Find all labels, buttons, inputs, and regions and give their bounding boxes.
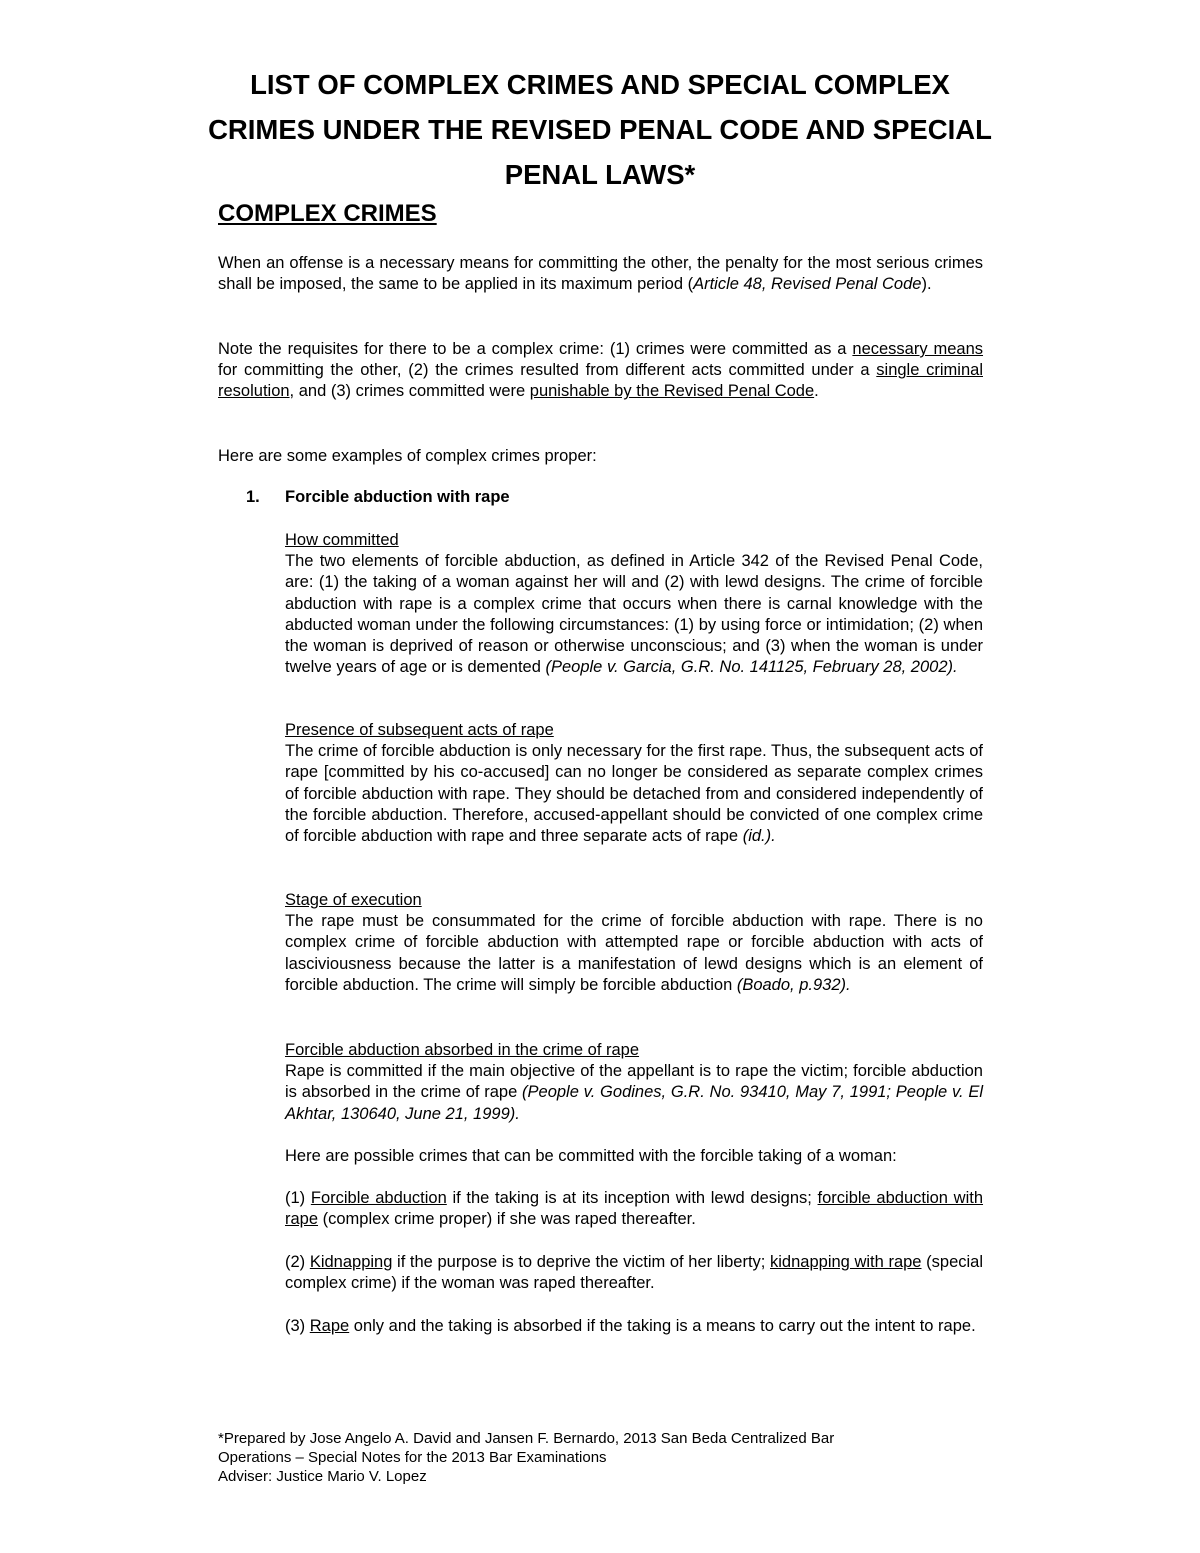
possible-crimes-intro: Here are possible crimes that can be committed with the forcible taking of a woman: [285,1147,897,1165]
subheading: How committed [285,531,399,549]
document-title: LIST OF COMPLEX CRIMES AND SPECIAL COMPLEX CRIMES UNDER THE REVISED PENAL CODE AND SPECIAL PENAL LAWS* [208,69,992,190]
subheading: Forcible abduction absorbed in the crime of rape [285,1041,640,1059]
list-item-title: Forcible abduction with rape [285,488,510,506]
how-committed-block: How committed The two elements of forcible abduction, as defined in Article 342 of the Revised Penal Code, are: (1) the taking of a woman against her will and (2) with lewd designs. The crime of forcible abduction with rape is a complex crime that occurs when there is carnal knowledge with the abducted woman under the following circumstances: (1) by using force or intimidation; (2) when the woman is deprived of reason or otherwise unconscious; and (3) when the woman is under twelve years of age or is demented (People v. Garcia, G.R. No. 141125, February 28, 2002). [285,531,983,677]
section-heading: COMPLEX CRIMES [218,200,437,227]
stage-execution-block: Stage of execution The rape must be consummated for the crime of forcible abduction with rape. There is no complex crime of forcible abduction with attempted rape or forcible abduction with acts of lasciviousness because the latter is a manifestation of lewd designs which is an element of forcible abduction. The crime will simply be forcible abduction (Boado, p.932). [285,891,983,994]
list-item-number: 1. [246,488,260,506]
absorbed-block: Forcible abduction absorbed in the crime of rape Rape is committed if the main objective of the appellant is to rape the victim; forcible abduction is absorbed in the crime of rape (People v. Godines, G.R. No. 93410, May 7, 1991; People v. El Akhtar, 130640, June 21, 1999). [285,1041,983,1123]
footnote: *Prepared by Jose Angelo A. David and Jansen F. Bernardo, 2013 San Beda Centralized Bar Operations – Special Notes for the 2013 Bar Examinations Adviser: Justice Mario V. Lopez [218,1430,835,1485]
requisites-paragraph: Note the requisites for there to be a complex crime: (1) crimes were committed as a necessary means for committing the other, (2) the crimes resulted from different acts committed under a single criminal resolution, and (3) crimes committed were punishable by the Revised Penal Code. [218,340,984,401]
subheading: Stage of execution [285,891,422,909]
possible-crime-option: (1) Forcible abduction if the taking is at its inception with lewd designs; forcible abduction with rape (complex crime proper) if she was raped thereafter. [285,1189,984,1229]
examples-intro: Here are some examples of complex crimes proper: [218,447,597,465]
possible-crime-option: (2) Kidnapping if the purpose is to deprive the victim of her liberty; kidnapping with rape (special complex crime) if the woman was raped thereafter. [285,1253,983,1293]
subheading: Presence of subsequent acts of rape [285,721,554,739]
possible-crime-option: (3) Rape only and the taking is absorbed if the taking is a means to carry out the intent to rape. [285,1317,976,1335]
intro-paragraph: When an offense is a necessary means for committing the other, the penalty for the most serious crimes shall be imposed, the same to be applied in its maximum period (Article 48, Revised Penal Code). [218,254,983,294]
intro-citation: Article 48, Revised Penal Code [693,275,922,294]
subsequent-acts-block: Presence of subsequent acts of rape The crime of forcible abduction is only necessary for the first rape. Thus, the subsequent acts of rape [committed by his co-accused] can no longer be considered as separate complex crimes of forcible abduction with rape. They should be detached from and considered independently of the forcible abduction. Therefore, accused-appellant should be convicted of one complex crime of forcible abduction with rape and three separate acts of rape (id.). [285,721,983,846]
